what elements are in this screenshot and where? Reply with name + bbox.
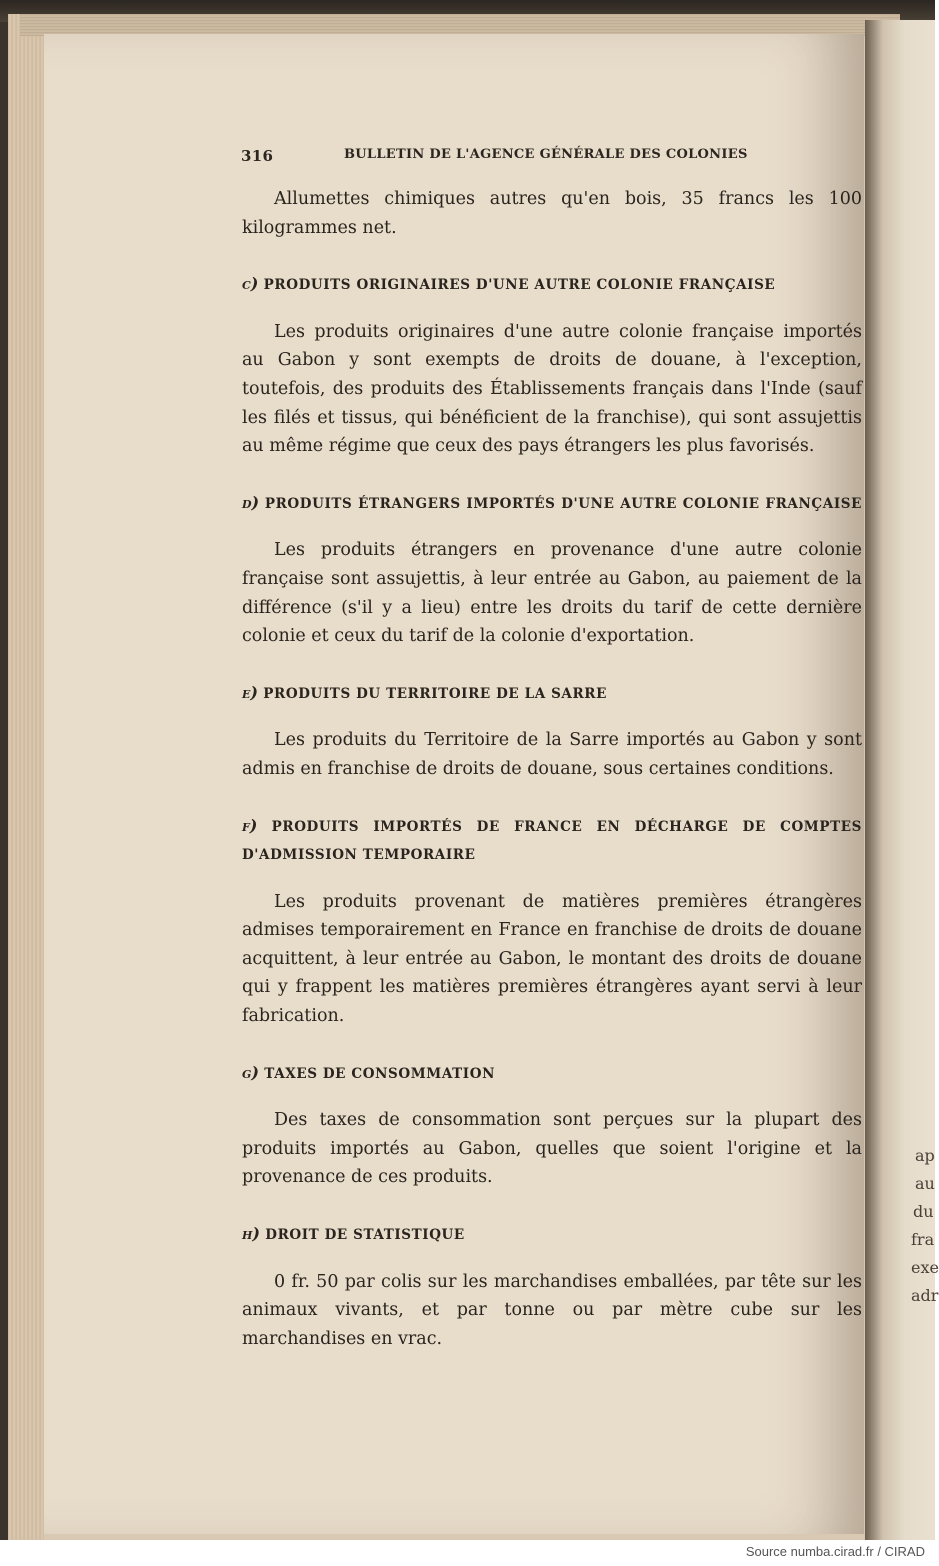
section-letter: g) bbox=[242, 1062, 259, 1082]
section-heading-e bbox=[242, 679, 862, 709]
fragment: du bbox=[913, 1202, 934, 1221]
page-edges-top bbox=[20, 14, 900, 36]
section-title: PRODUITS DU TERRITOIRE DE LA SARRE bbox=[263, 685, 608, 702]
fragment: ap bbox=[915, 1146, 935, 1165]
section-heading-c bbox=[242, 270, 862, 300]
fragment: adr bbox=[911, 1286, 939, 1305]
section-title: PRODUITS IMPORTÉS DE FRANCE EN DÉCHARGE DE COMPTES bbox=[271, 818, 862, 835]
section-title: PRODUITS ÉTRANGERS IMPORTÉS D'UNE AUTRE COLONIE FRANÇAISE bbox=[264, 495, 862, 512]
source-credit: Source numba.cirad.fr / CIRAD bbox=[745, 1544, 925, 1559]
section-letter: c) bbox=[242, 274, 259, 294]
section-heading-d bbox=[242, 489, 862, 519]
section-body-f: Les produits provenant de matières premières étrangères admises temporairement en France en franchise de droits de douane acquittent, à leur entrée au Gabon, le montant des droits de douane qui y frappent les matières premières étrangères ayant servi à leur fabrication. bbox=[242, 891, 862, 1027]
page-body bbox=[242, 185, 862, 1353]
fragment: fra bbox=[911, 1230, 935, 1249]
section-title: DROIT DE STATISTIQUE bbox=[265, 1227, 465, 1244]
page-number: 316 bbox=[241, 147, 274, 165]
running-title: BULLETIN DE L'AGENCE GÉNÉRALE DES COLONIES bbox=[344, 147, 748, 162]
section-body-h: 0 fr. 50 par colis sur les marchandises emballées, par tête sur les animaux vivants, et par tonne ou par mètre cube sur les marchandises en vrac. bbox=[242, 1271, 862, 1349]
section-letter: e) bbox=[242, 682, 258, 702]
section-body-g: Des taxes de consommation sont perçues sur la plupart des produits importés au Gabon, quelles que soient l'origine et la provenance de ces produits. bbox=[242, 1110, 862, 1188]
section-letter: f) bbox=[242, 815, 258, 835]
section-heading-g bbox=[242, 1059, 862, 1089]
section-title: TAXES DE CONSOMMATION bbox=[264, 1065, 496, 1082]
fragment: exe bbox=[911, 1258, 939, 1277]
section-title: PRODUITS ORIGINAIRES D'UNE AUTRE COLONIE FRANÇAISE bbox=[263, 277, 776, 294]
section-body-e: Les produits du Territoire de la Sarre importés au Gabon y sont admis en franchise de droits de douane, sous certaines conditions. bbox=[242, 730, 862, 779]
section-body-d: Les produits étrangers en provenance d'une autre colonie française sont assujettis, à leur entrée au Gabon, au paiement de la différence (s'il y a lieu) entre les droits du tarif de cette dernière colonie et ceux du tarif de la colonie d'exportation. bbox=[242, 540, 862, 647]
section-heading-f-line2: D'ADMISSION TEMPORAIRE bbox=[242, 847, 476, 864]
intro-paragraph: Allumettes chimiques autres qu'en bois, 35 francs les 100 kilogrammes net. bbox=[242, 189, 862, 238]
facing-page-edge bbox=[865, 20, 939, 1540]
fragment: au bbox=[915, 1174, 935, 1193]
page-edges-left bbox=[8, 14, 44, 1540]
section-letter: d) bbox=[242, 492, 260, 512]
section-body-c: Les produits originaires d'une autre colonie française importés au Gabon y sont exempts de droits de douane, à l'exception, toutefois, des produits des Établissements français dans l'Inde (sauf les filés et tissus, qui bénéficient de la franchise), qui sont assujettis au même régime que ceux des pays étrangers les plus favorisés. bbox=[242, 321, 862, 457]
section-heading-f bbox=[242, 812, 862, 842]
section-heading-h bbox=[242, 1220, 862, 1250]
section-letter: h) bbox=[242, 1224, 260, 1244]
